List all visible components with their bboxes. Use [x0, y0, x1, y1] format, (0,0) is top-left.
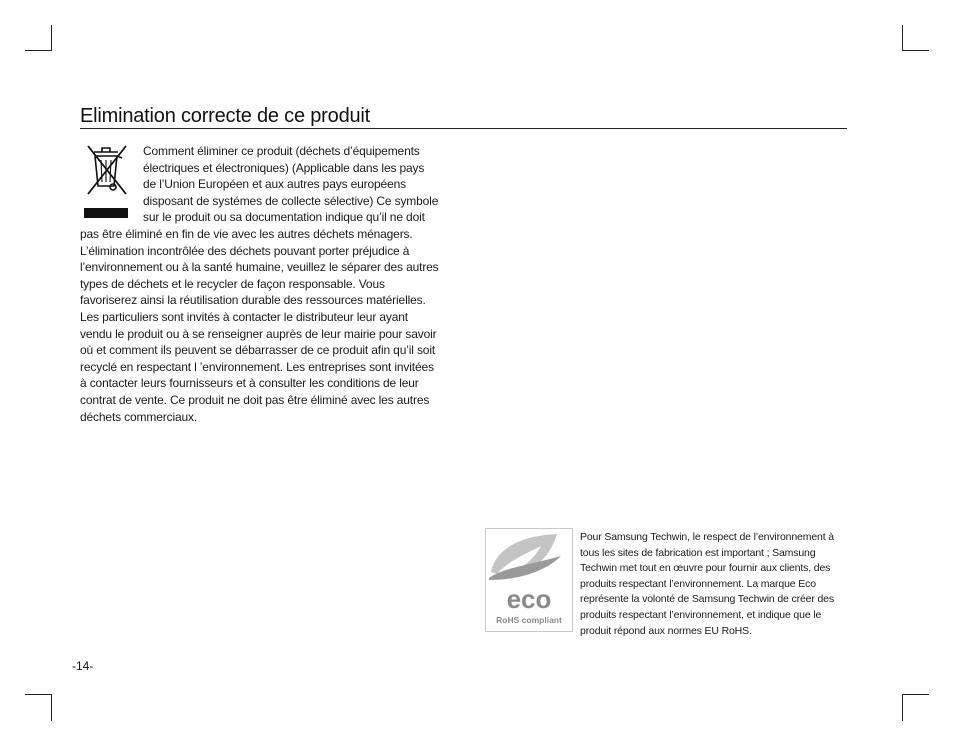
crop-mark-bottom-right-v	[902, 694, 903, 721]
crop-mark-top-right-v	[902, 25, 903, 51]
weee-paragraph-text: Comment éliminer ce produit (déchets d’équipements électriques et électroniques) (Applicable dans les pays de l’Union Européen et aux autres pays européens disposant de systémes de collecte sélective) Ce symbole sur le produit ou sa documentation indique qu’il ne doit pas être éliminé en fin de vie avec les autres déchets ménagers. L’élimination incontrôlée des déchets pouvant porter préjudice à l’environnement ou à la santé humaine, veuillez le séparer des autres types de déchets et le recycler de façon responsable. Vous favoriserez ainsi la réutilisation durable des ressources matérielles. Les particuliers sont invités à contacter le distributeur leur ayant vendu le produit ou à se renseigner auprès de leur mairie pour savoir où et comment ils peuvent se débarrasser de ce produit afin qu’il soit recyclé en respectant l ’environnement. Les entreprises sont invitées à contacter leurs fournisseurs et à consulter les conditions de leur contrat de vente. Ce produit ne doit pas être éliminé avec les autres déchets commerciaux.	[80, 144, 439, 424]
icon-spacer	[80, 143, 143, 225]
page-number: -14-	[72, 659, 94, 673]
crop-mark-top-left-v	[51, 25, 52, 51]
crop-mark-top-left-h	[25, 50, 52, 51]
crop-mark-bottom-left-h	[25, 694, 52, 695]
weee-disposal-paragraph	[80, 143, 440, 425]
eco-paragraph: Pour Samsung Techwin, le respect de l’environnement à tous les sites de fabrication est important ; Samsung Techwin met tout en œuvre pour fournir aux clients, des produits respectant l’environnement. La marque Eco représente la volonté de Samsung Techwin de créer des produits respectant l’environnement, et indique que le produit répond aux normes EU RoHS.	[580, 531, 834, 637]
eco-logo-caption: RoHS compliant	[496, 615, 562, 625]
crop-mark-bottom-right-h	[902, 694, 929, 695]
eco-logo-word: eco	[506, 584, 552, 614]
crop-mark-top-right-h	[902, 50, 929, 51]
crop-mark-bottom-left-v	[51, 694, 52, 721]
eco-rohs-logo	[485, 528, 573, 632]
section-title: Elimination correcte de ce produit	[80, 104, 847, 129]
